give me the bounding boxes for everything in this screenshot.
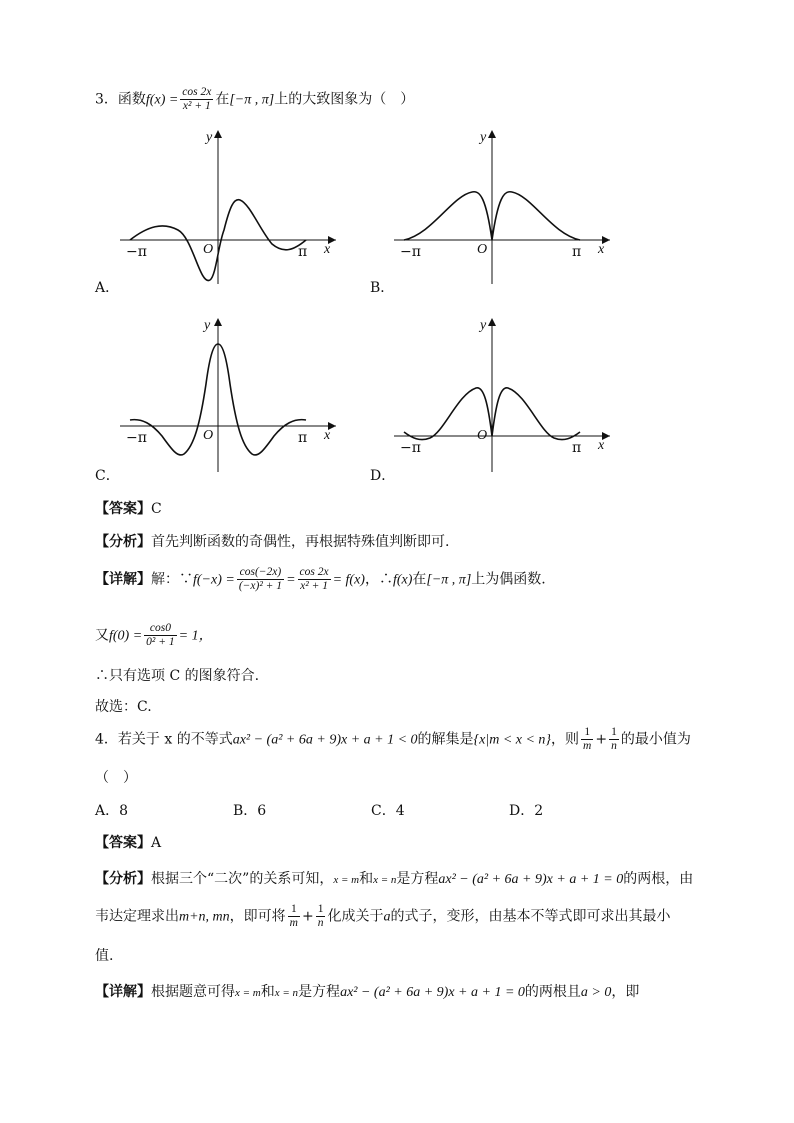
graph-b-y-label: y xyxy=(480,130,487,145)
q3-detail-den-1: (−x)² + 1 xyxy=(238,580,283,592)
graph-a-y-label: y xyxy=(206,130,213,145)
graph-b-pi: π xyxy=(572,244,582,260)
q3-fraction xyxy=(180,86,213,113)
q4-an-1c: 和 xyxy=(359,871,374,887)
graph-b-negpi: −π xyxy=(400,244,421,260)
graph-d-pi: π xyxy=(572,440,582,456)
q4-frac-2-num: 1 xyxy=(611,726,617,738)
q4-solution-set: {x|m < x < n} xyxy=(473,732,552,748)
graph-c-origin: O xyxy=(203,428,214,443)
q3-detail-line-2 xyxy=(95,622,213,649)
q3-frac-den: x² + 1 xyxy=(182,100,211,112)
q3-text-mid: 在 xyxy=(215,91,230,108)
q3-detail-tag: 【详解】 xyxy=(95,571,151,588)
q3-detail-num-2: cos 2x xyxy=(299,566,329,578)
q4-d-1b: x = m xyxy=(235,987,261,999)
graph-b-x-label: x xyxy=(598,242,605,257)
graph-d-label: D． xyxy=(370,468,396,484)
q3-detail-den-3: 0² + 1 xyxy=(146,636,175,648)
q4-paren: （ ） xyxy=(95,770,137,786)
graph-c-y-label: y xyxy=(204,318,211,333)
q4-an-plus: + xyxy=(301,908,314,925)
q4-an-2e: a xyxy=(383,909,391,925)
q3-analysis xyxy=(95,531,449,551)
q4-choice-c: C．4 xyxy=(371,803,405,819)
graph-c-pi: π xyxy=(298,430,308,446)
q4-choice-b: B．6 xyxy=(233,803,267,819)
q3-text-end: 上的大致图象为（ ） xyxy=(274,91,415,108)
q4-inequality: ax² − (a² + 6a + 9)x + a + 1 < 0 xyxy=(232,732,418,748)
q4-frac-1-den: m xyxy=(583,740,592,752)
graph-c-negpi: −π xyxy=(126,430,147,446)
q4-an-1a: 根据三个“二次”的关系可知， xyxy=(151,871,334,887)
q3-detail-2c: = 1， xyxy=(178,628,213,644)
graph-d-x-label: x xyxy=(598,438,605,453)
q3-func: f(x) = xyxy=(145,92,179,108)
q3-detail-1h: 上为偶函数. xyxy=(471,571,546,588)
q3-detail-1a: 解：∵ xyxy=(151,571,193,588)
graph-c xyxy=(118,314,348,474)
q4-d-1c: 和 xyxy=(260,984,275,1000)
q4-analysis-line-1 xyxy=(95,868,693,888)
graph-d-origin: O xyxy=(477,428,488,443)
q3-detail-1f: 在 xyxy=(412,571,427,588)
graph-a-negpi: −π xyxy=(126,244,147,260)
graph-a-x-label: x xyxy=(324,242,331,257)
q4-answer-value: A xyxy=(151,835,162,851)
graph-b-origin: O xyxy=(477,242,488,257)
graph-c-label: C． xyxy=(95,468,120,484)
graph-a-origin: O xyxy=(203,242,214,257)
q4-stem-b: 的解集是 xyxy=(417,731,474,748)
q4-an-frac-2-num: 1 xyxy=(317,903,324,915)
q3-frac-num: cos 2x xyxy=(182,86,212,98)
q3-interval: [−π , π] xyxy=(229,92,275,108)
q3-detail-line-1 xyxy=(95,566,546,593)
q4-analysis-line-3: 值. xyxy=(95,948,114,964)
q4-d-1f: ax² − (a² + 6a + 9)x + a + 1 = 0 xyxy=(340,985,525,1000)
q4-detail-tag: 【详解】 xyxy=(95,984,151,1000)
q3-detail-1c: = f(x) xyxy=(332,572,365,588)
q4-choice-a: A．8 xyxy=(95,803,129,819)
graph-a xyxy=(118,126,348,286)
q4-stem-c: ，则 xyxy=(551,731,580,748)
q3-detail-frac-1 xyxy=(237,566,284,593)
q4-an-2d: 化成关于 xyxy=(327,908,384,925)
q4-an-1d: x = n xyxy=(373,874,397,886)
q4-an-frac-2-den: n xyxy=(317,917,324,929)
q3-detail-1e: f(x) xyxy=(392,572,413,588)
q4-stem-d: 的最小值为 xyxy=(620,731,691,748)
q4-an-frac-2 xyxy=(316,903,326,930)
q3-answer xyxy=(95,498,162,518)
q4-an-1g: 的两根，由 xyxy=(623,871,694,887)
q3-detail-num-3: cos0 xyxy=(144,622,176,636)
q3-answer-value: C xyxy=(151,501,162,517)
q4-an-frac-1 xyxy=(288,903,300,930)
q4-analysis-tag: 【分析】 xyxy=(95,871,151,887)
q3-detail-frac-2 xyxy=(298,566,331,593)
graph-d xyxy=(392,314,622,474)
q4-an-frac-1-den: m xyxy=(289,917,298,929)
q4-d-1d: x = n xyxy=(274,987,299,999)
q3-number: 3．函数 xyxy=(95,91,146,108)
q4-an-frac-1-num: 1 xyxy=(288,903,300,917)
q4-frac-2-den: n xyxy=(611,740,617,752)
q4-an-1f: ax² − (a² + 6a + 9)x + a + 1 = 0 xyxy=(438,872,624,887)
q3-analysis-text: 首先判断函数的奇偶性，再根据特殊值判断即可. xyxy=(151,534,450,550)
q4-an-1e: 是方程 xyxy=(396,871,439,887)
graph-b xyxy=(392,126,622,286)
q3-detail-den-2: x² + 1 xyxy=(300,580,328,592)
q4-stem-a: 4．若关于 x 的不等式 xyxy=(95,731,233,748)
q4-an-2b: m+n, mn xyxy=(179,909,230,925)
q3-detail-1g: [−π , π] xyxy=(426,572,472,588)
q3-detail-1d: ，∴ xyxy=(364,571,393,588)
q3-answer-tag: 【答案】 xyxy=(95,501,151,517)
q4-d-1h: a > 0 xyxy=(580,985,612,1000)
graph-a-pi: π xyxy=(298,244,308,260)
q3-detail-line-4: 故选：C. xyxy=(95,699,152,715)
q3-detail-line-3: ∴只有选项 C 的图象符合. xyxy=(95,668,260,684)
q4-stem xyxy=(95,726,691,753)
q4-an-2c: ，即可将 xyxy=(229,908,286,925)
q4-an-2f: 的式子，变形，由基本不等式即可求出其最小 xyxy=(390,908,671,925)
graph-c-x-label: x xyxy=(324,428,331,443)
q3-detail-eq: = xyxy=(286,572,296,588)
q3-detail-num-1: cos(−2x) xyxy=(237,566,284,580)
graph-d-y-label: y xyxy=(480,318,487,333)
q3-stem xyxy=(95,86,414,113)
q4-d-1a: 根据题意可得 xyxy=(151,984,235,1000)
q3-detail-2a: 又 xyxy=(95,627,109,644)
graph-d-negpi: −π xyxy=(400,440,421,456)
q3-detail-frac-3 xyxy=(144,622,176,649)
q4-analysis-line-2 xyxy=(95,903,670,930)
q3-detail-1b: f(−x) = xyxy=(193,572,235,588)
q4-plus: + xyxy=(595,731,608,748)
q3-analysis-tag: 【分析】 xyxy=(95,534,151,550)
q4-an-1b: x = m xyxy=(333,874,360,886)
q3-detail-2b: f(0) = xyxy=(109,628,143,644)
q4-an-2a: 韦达定理求出 xyxy=(95,908,179,925)
q4-detail-line-1 xyxy=(95,981,639,1001)
graph-a-label: A． xyxy=(95,280,120,296)
q4-frac-1 xyxy=(581,726,593,753)
q4-frac-2 xyxy=(609,726,619,753)
q4-frac-1-num: 1 xyxy=(581,726,593,740)
q4-d-1e: 是方程 xyxy=(298,984,341,1000)
graph-b-label: B． xyxy=(370,280,395,296)
q4-answer xyxy=(95,832,161,852)
q4-answer-tag: 【答案】 xyxy=(95,835,151,851)
q4-d-1g: 的两根且 xyxy=(524,984,581,1000)
q4-choice-d: D．2 xyxy=(509,803,544,819)
q4-d-1i: ，即 xyxy=(611,984,640,1000)
